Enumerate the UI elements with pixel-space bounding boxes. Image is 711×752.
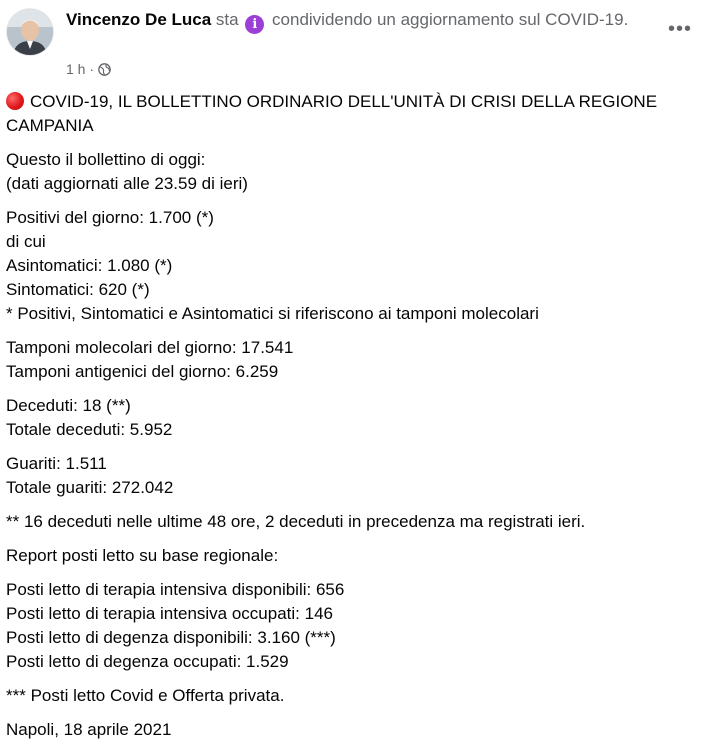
text-line: Report posti letto su base regionale: [6,546,279,565]
text-line: Positivi del giorno: 1.700 (*) [6,208,214,227]
text-line: Posti letto di terapia intensiva occupati: 146 [6,604,333,623]
post-time[interactable]: 1 h [66,61,86,77]
action-prefix: sta [211,10,244,29]
text-line: Sintomatici: 620 (*) [6,280,150,299]
post-header [66,8,651,34]
tamponi-paragraph [6,336,696,384]
text-line: Posti letto di degenza disponibili: 3.160 (***) [6,628,336,647]
text-line: Tamponi antigenici del giorno: 6.259 [6,362,279,381]
text-line: Totale deceduti: 5.952 [6,420,173,439]
deceduti-paragraph [6,394,696,442]
nota-posti [6,684,696,708]
firma [6,718,696,742]
report-title [6,544,696,568]
globe-icon [98,61,111,81]
guariti-paragraph [6,452,696,500]
text-line: Posti letto di terapia intensiva disponibili: 656 [6,580,345,599]
post-content [6,90,696,752]
more-options-button[interactable]: ••• [667,18,692,40]
action-text: condividendo un aggiornamento sul COVID-19. [267,10,629,29]
text-line: *** Posti letto Covid e Offerta privata. [6,686,285,705]
avatar-image [7,9,53,55]
text-line: Napoli, 18 aprile 2021 [6,720,172,739]
posti-letto-paragraph [6,578,696,674]
red-circle-icon [6,92,24,110]
text-line: * Positivi, Sintomatici e Asintomatici si riferiscono ai tamponi molecolari [6,304,539,323]
intro-paragraph [6,148,696,196]
info-icon: i [245,15,264,34]
text-line: Totale guariti: 272.042 [6,478,174,497]
text-line: Questo il bollettino di oggi: [6,150,206,169]
text-line: Deceduti: 18 (**) [6,396,131,415]
text-line: di cui [6,232,46,251]
author-name[interactable]: Vincenzo De Luca [66,10,212,29]
positivi-paragraph [6,206,696,326]
text-line: Guariti: 1.511 [6,454,107,473]
post-title [6,90,696,138]
author-avatar[interactable] [7,9,53,55]
post-meta [66,59,111,81]
meta-separator: · [85,61,98,77]
nota-deceduti [6,510,696,534]
text-line: ** 16 deceduti nelle ultime 48 ore, 2 deceduti in precedenza ma registrati ieri. [6,512,586,531]
text-line: Tamponi molecolari del giorno: 17.541 [6,338,294,357]
text-line: Posti letto di degenza occupati: 1.529 [6,652,289,671]
text-line: Asintomatici: 1.080 (*) [6,256,173,275]
text-line: (dati aggiornati alle 23.59 di ieri) [6,174,248,193]
title-text: COVID-19, IL BOLLETTINO ORDINARIO DELL'UNITÀ DI CRISI DELLA REGIONE CAMPANIA [6,92,658,135]
